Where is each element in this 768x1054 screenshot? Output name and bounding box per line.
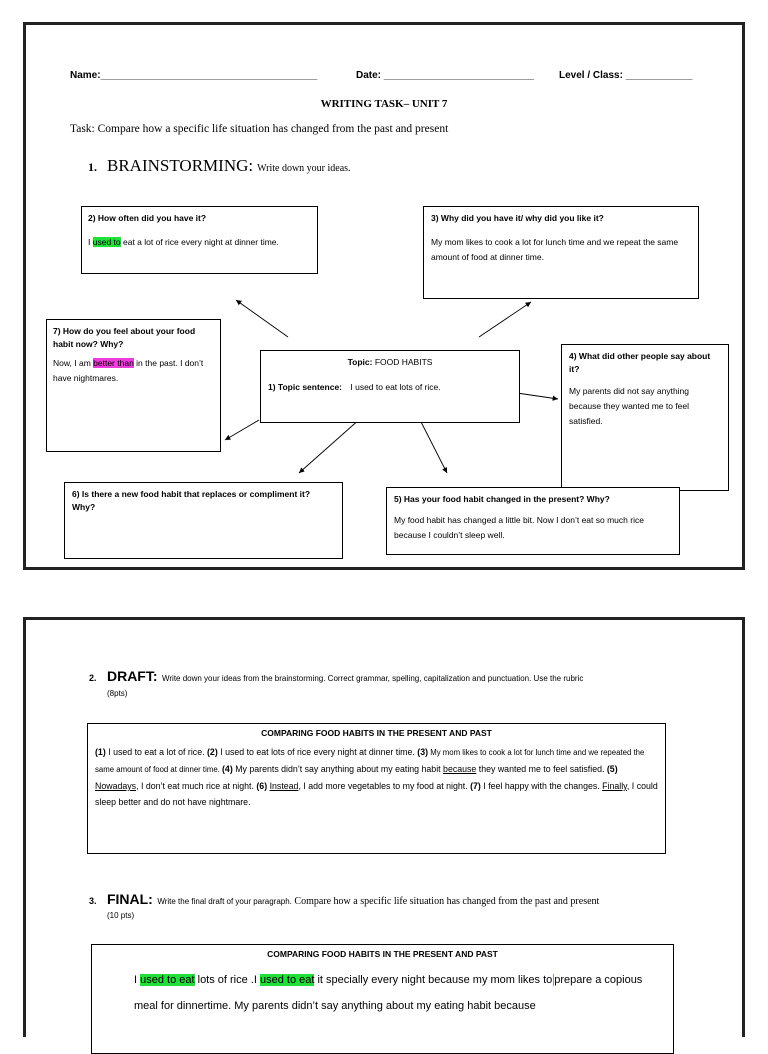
final-box-title: COMPARING FOOD HABITS IN THE PRESENT AND PAST — [267, 949, 498, 959]
final-paragraph[interactable]: I used to eat lots of rice .I used to eat it specially every night because my mom likes to prepare a copious meal for dinnertime. My parents didn’t say anything about my eating habit because — [134, 974, 643, 1012]
answer-text: My parents did not say anything because they wanted me to feel satisfied. — [569, 386, 690, 426]
draft-paragraph: (1) I used to eat a lot of rice. (2) I used to eat lots of rice every night at dinner time. (3) My mom likes to cook a lot for lunch time and we repeated the same amount of food at dinner time. (4) My parents didn’t say anything about my eating habit because they wanted me to feel satisfied. (5) Nowadays, I don’t eat much rice at night. (6) Instead, I add more vegetables to my food at night. (7) I feel happy with the changes. Finally, I could sleep better and do not have nightmare. — [95, 747, 658, 807]
question-text: 2) How often did you have it? — [88, 213, 207, 223]
question-text: 7) How do you feel about your food habit now? Why? — [53, 326, 196, 349]
topic-line — [261, 357, 519, 367]
section-instruction: Write down your ideas from the brainstorming. Correct grammar, spelling, capitalization and punctuation. Use the rubric — [161, 674, 584, 683]
brainstorm-box-new-habit — [64, 482, 343, 559]
answer-text: My mom likes to cook a lot for lunch time and we repeat the same amount of food at dinner time. — [431, 237, 679, 262]
section-instruction: Write the final draft of your paragraph. — [157, 897, 292, 906]
topic-box — [260, 350, 520, 423]
section-number: 2. — [89, 673, 97, 683]
section-points: (10 pts) — [107, 911, 135, 920]
question-text: 4) What did other people say about it? — [569, 351, 711, 374]
brainstorm-box-other-people — [561, 344, 729, 491]
section-heading: DRAFT: — [106, 668, 158, 684]
page-title: WRITING TASK– UNIT 7 — [320, 98, 448, 110]
arrow-to-q3 — [479, 302, 531, 337]
section-number: 3. — [89, 896, 97, 906]
answer-text: I used to eat a lot of rice every night at dinner time. — [88, 237, 279, 247]
topic-sentence-line — [268, 382, 441, 392]
worksheet-page-1 — [23, 22, 745, 570]
name-line[interactable]: _______________________________________ — [100, 70, 318, 81]
answer-text: My food habit has changed a little bit. Now I don’t eat so much rice because I couldn’t sleep well. — [394, 515, 644, 540]
brainstorm-box-how-often — [81, 206, 318, 274]
highlight: used to eat — [259, 974, 315, 986]
topic-sentence-label: 1) Topic sentence: — [268, 382, 342, 392]
date-label: Date: — [356, 70, 382, 81]
arrow-to-q7 — [236, 300, 288, 337]
section-draft-heading — [89, 667, 699, 688]
question-text: 3) Why did you have it/ why did you like it? — [431, 213, 604, 223]
highlight: better than — [93, 358, 134, 368]
brainstorm-box-why — [423, 206, 699, 299]
section-points: (8pts) — [107, 689, 128, 698]
section-instruction-serif: Compare how a specific life situation has changed from the past and present — [291, 896, 600, 907]
question-text: 6) Is there a new food habit that replaces or compliment it? Why? — [72, 489, 311, 512]
arrow-to-q6-left — [225, 420, 259, 440]
highlight: used to — [92, 237, 121, 247]
section-heading: BRAINSTORMING: — [107, 156, 254, 175]
section-heading: FINAL: — [106, 891, 153, 907]
topic-label: Topic: — [347, 357, 373, 367]
arrow-to-q6 — [299, 418, 361, 473]
section-instruction: Write down your ideas. — [257, 163, 351, 174]
arrow-to-q4 — [517, 393, 558, 399]
worksheet-page-2 — [23, 617, 745, 1037]
question-text: 5) Has your food habit changed in the present? Why? — [394, 494, 610, 504]
date-line[interactable]: ___________________________ — [383, 70, 534, 81]
draft-box — [87, 723, 666, 854]
draft-box-title: COMPARING FOOD HABITS IN THE PRESENT AND PAST — [261, 728, 492, 738]
topic-sentence: I used to eat lots of rice. — [350, 382, 441, 392]
level-line[interactable]: ____________ — [625, 70, 693, 81]
name-label: Name: — [70, 70, 101, 81]
level-label: Level / Class: — [559, 70, 623, 81]
section-number: 1. — [88, 160, 97, 174]
task-text: Task: Compare how a specific life situation has changed from the past and present — [70, 123, 449, 135]
highlight: used to eat — [140, 974, 195, 986]
final-box — [91, 944, 674, 1054]
topic-value: FOOD HABITS — [374, 357, 433, 367]
brainstorm-box-changed — [386, 487, 680, 555]
answer-text: Now, I am better than in the past. I don’t have nightmares. — [53, 358, 204, 383]
section-final-heading — [89, 890, 729, 911]
brainstorm-box-feel-now — [46, 319, 221, 452]
